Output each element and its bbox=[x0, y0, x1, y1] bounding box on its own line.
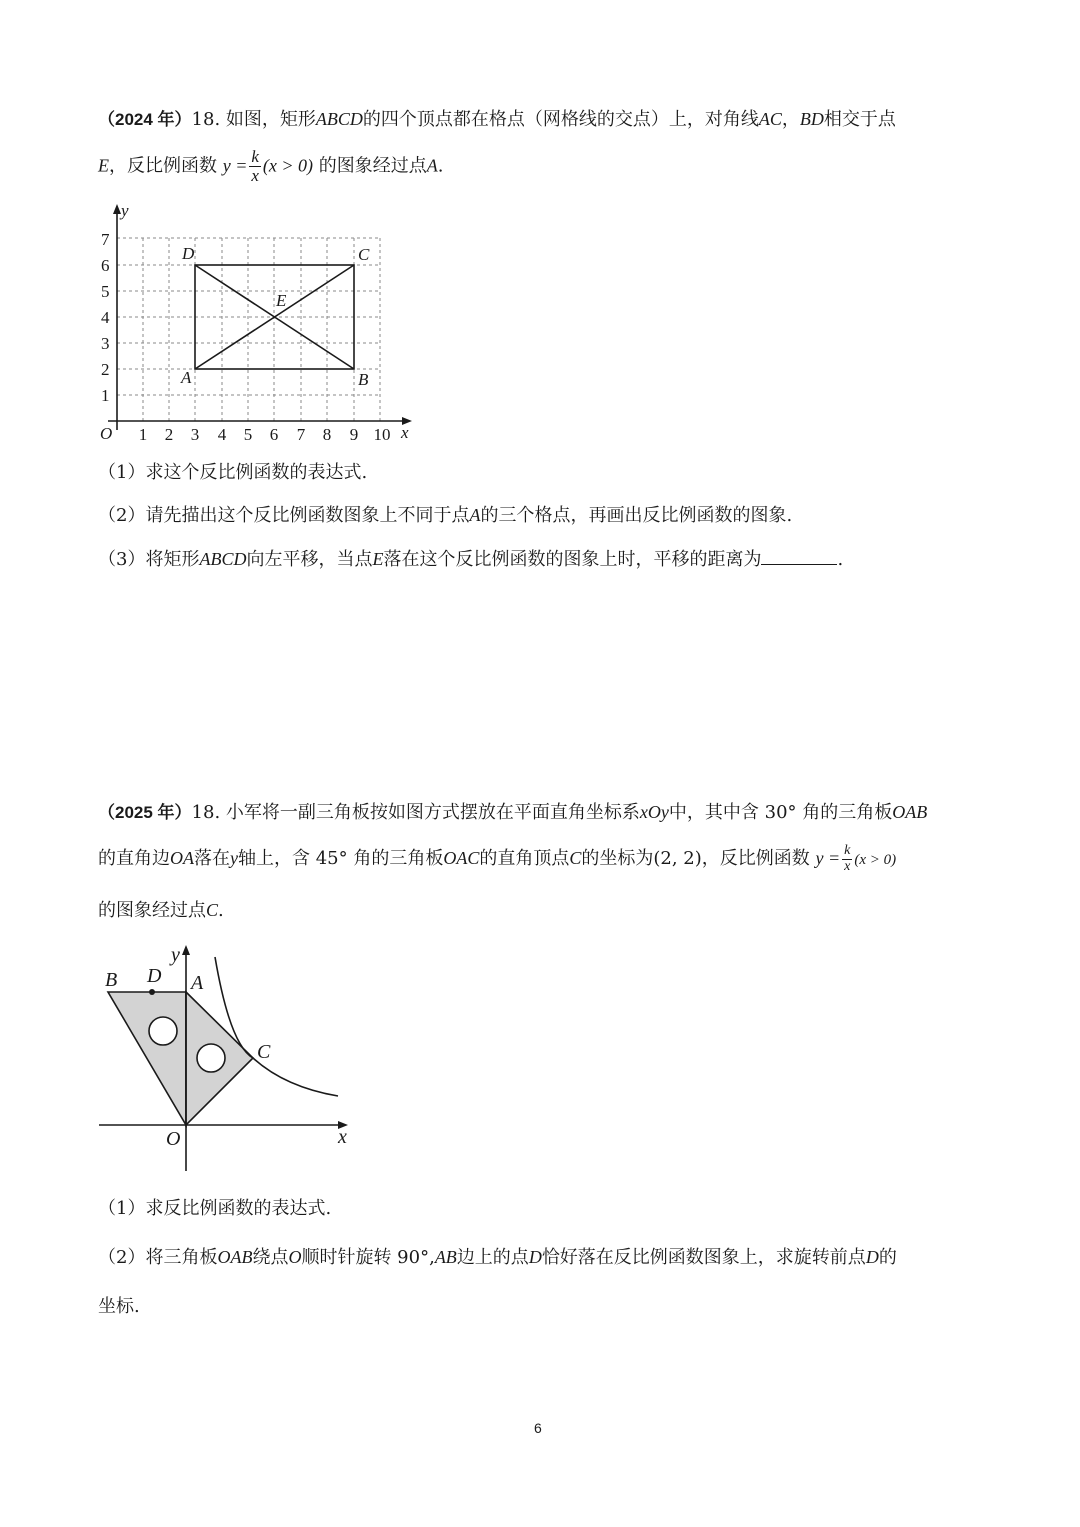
x-tick-label: 9 bbox=[349, 425, 359, 444]
q2025-line2: 的直角边OA落在y轴上，含 45° 角的三角板OAC的直角顶点C的坐标为(2, 2)，反比例函数 y = $\frac{k}{x}$ (x > 0) bbox=[98, 843, 897, 874]
y-tick-label: 4 bbox=[101, 308, 110, 327]
q2024-sub1: （1）求这个反比例函数的表达式. bbox=[98, 462, 368, 483]
point-b-label: B bbox=[358, 370, 369, 389]
q2025-triangle-graph bbox=[90, 935, 370, 1175]
x-axis-label: x bbox=[401, 423, 409, 442]
q2024-grid-graph bbox=[90, 200, 430, 450]
x-tick-label: 6 bbox=[269, 425, 279, 444]
q2025-line1: （2025 年）18. 小军将一副三角板按如图方式摆放在平面直角坐标系xOy中，其中含 30° 角的三角板OAB bbox=[98, 802, 928, 823]
x-tick-label: 7 bbox=[296, 425, 306, 444]
y-tick-label: 1 bbox=[101, 386, 110, 405]
y-tick-label: 6 bbox=[101, 256, 110, 275]
answer-blank bbox=[761, 548, 837, 565]
triangle-hole bbox=[149, 1017, 177, 1045]
x-tick-label: 4 bbox=[217, 425, 227, 444]
point-a-label: A bbox=[191, 972, 204, 994]
q2024-x-tick-labels bbox=[139, 425, 391, 444]
triangle-hole bbox=[197, 1044, 225, 1072]
y-axis-label: y bbox=[121, 201, 129, 220]
q2024-sub2: （2）请先描出这个反比例函数图象上不同于点A的三个格点，再画出反比例函数的图象. bbox=[98, 505, 793, 526]
y-axis-label: y bbox=[171, 944, 180, 966]
q2024-sub3: （3）将矩形ABCD向左平移，当点E落在这个反比例函数的图象上时，平移的距离为 . bbox=[98, 549, 844, 570]
origin-label: O bbox=[166, 1128, 181, 1150]
q2025-sub2-cont: 坐标. bbox=[98, 1296, 140, 1317]
x-tick-label: 3 bbox=[190, 425, 200, 444]
x-axis-label: x bbox=[338, 1126, 347, 1148]
point-c-label: C bbox=[358, 245, 370, 264]
point-d-label: D bbox=[147, 965, 162, 987]
point-d-label: D bbox=[182, 244, 195, 263]
x-tick-label: 8 bbox=[322, 425, 332, 444]
x-tick-label: 10 bbox=[373, 425, 391, 444]
q2025-triangles bbox=[108, 992, 253, 1125]
q2025-sub2: （2）将三角板OAB绕点O顺时针旋转 90°,AB边上的点D恰好落在反比例函数图象上，求旋转前点D的 bbox=[98, 1247, 897, 1268]
q2024-y-tick-labels bbox=[101, 230, 110, 405]
y-tick-label: 7 bbox=[101, 230, 110, 249]
y-tick-label: 3 bbox=[101, 334, 110, 353]
triangle-oab bbox=[108, 992, 186, 1125]
point-e-label: E bbox=[276, 291, 287, 310]
q2025-fraction: $\frac{k}{x}$ bbox=[844, 843, 851, 874]
q2025-year-tag: （2025 年） bbox=[98, 803, 192, 822]
point-c-label: C bbox=[257, 1041, 271, 1063]
q2024-line1: （2024 年）18. 如图，矩形ABCD的四个顶点都在格点（网格线的交点）上，对角线AC，BD相交于点 bbox=[98, 109, 896, 130]
y-tick-label: 2 bbox=[101, 360, 110, 379]
x-tick-label: 2 bbox=[164, 425, 174, 444]
q2024-line2: E，反比例函数 y = $\frac{k}{x}$ (x > 0) 的图象经过点A. bbox=[98, 147, 444, 185]
point-a-label: A bbox=[181, 368, 192, 387]
q2025-sub1: （1）求反比例函数的表达式. bbox=[98, 1198, 332, 1219]
x-tick-label: 1 bbox=[138, 425, 148, 444]
point-d-marker bbox=[149, 989, 155, 995]
x-tick-label: 5 bbox=[243, 425, 253, 444]
q2024-year-tag: （2024 年） bbox=[98, 110, 192, 129]
y-tick-label: 5 bbox=[101, 282, 110, 301]
page-number: 6 bbox=[534, 1420, 542, 1436]
q2024-fraction: $\frac{k}{x}$ bbox=[251, 147, 259, 185]
point-b-label: B bbox=[105, 969, 118, 991]
q2025-line3: 的图象经过点C. bbox=[98, 900, 224, 921]
origin-label: O bbox=[100, 424, 113, 443]
